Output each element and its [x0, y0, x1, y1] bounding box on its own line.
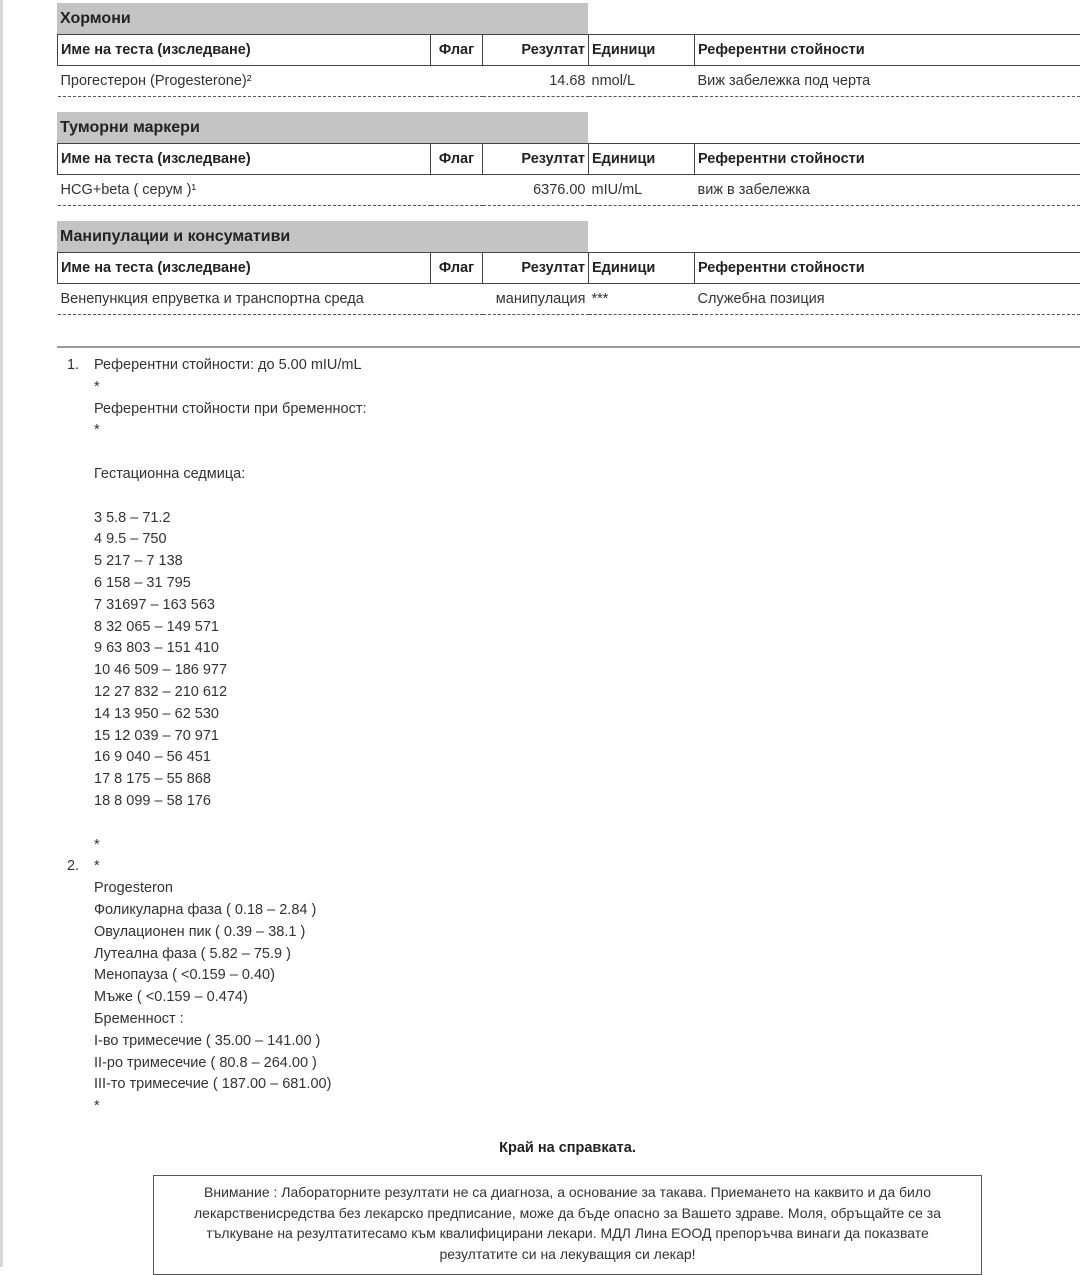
- footnote-line: [94, 486, 367, 508]
- footnote-line: 7 31697 – 163 563: [94, 595, 367, 617]
- table-row: [58, 175, 1080, 206]
- section-2: [57, 221, 1080, 315]
- units: ***: [589, 284, 695, 315]
- result: 6376.00: [483, 175, 589, 206]
- header-result: Резултат: [483, 35, 589, 66]
- header-flag: Флаг: [431, 253, 483, 284]
- footnote-line: 3 5.8 – 71.2: [94, 508, 367, 530]
- results-table: [57, 252, 1080, 315]
- footnote-line: Фоликуларна фаза ( 0.18 – 2.84 ): [94, 900, 331, 922]
- footnote-line: 4 9.5 – 750: [94, 529, 367, 551]
- footnote-2: [67, 856, 367, 1118]
- reference: виж в забележка: [695, 175, 1080, 206]
- units: mIU/mL: [589, 175, 695, 206]
- footnote-line: 16 9 040 – 56 451: [94, 747, 367, 769]
- footnote-line: Овулационен пик ( 0.39 – 38.1 ): [94, 922, 331, 944]
- section-1: [57, 112, 1080, 206]
- footnote-line: Гестационна седмица:: [94, 464, 367, 486]
- header-units: Единици: [589, 35, 695, 66]
- table-header: [58, 144, 1080, 175]
- section-0: [57, 3, 1080, 97]
- footnote-line: 18 8 099 – 58 176: [94, 791, 367, 813]
- footnote-number: 1.: [67, 355, 94, 856]
- footnote-number: 2.: [67, 856, 94, 1118]
- footnote-line: *: [94, 1096, 331, 1118]
- header-units: Единици: [589, 253, 695, 284]
- footnote-line: I-во тримесечие ( 35.00 – 141.00 ): [94, 1031, 331, 1053]
- units: nmol/L: [589, 66, 695, 97]
- footnotes: [67, 355, 367, 1118]
- page-edge: [0, 0, 3, 1267]
- footnote-line: 9 63 803 – 151 410: [94, 638, 367, 660]
- footnote-line: 12 27 832 – 210 612: [94, 682, 367, 704]
- footnote-line: Референтни стойности: до 5.00 mIU/mL: [94, 355, 367, 377]
- header-name: Име на теста (изследване): [58, 144, 431, 175]
- section-title: Туморни маркери: [57, 112, 588, 143]
- table-row: [58, 284, 1080, 315]
- footnote-1: [67, 355, 367, 856]
- footnote-line: 14 13 950 – 62 530: [94, 704, 367, 726]
- section-title: Хормони: [57, 3, 588, 34]
- header-name: Име на теста (изследване): [58, 253, 431, 284]
- footnote-line: 17 8 175 – 55 868: [94, 769, 367, 791]
- reference: Служебна позиция: [695, 284, 1080, 315]
- divider: [57, 346, 1080, 348]
- header-name: Име на теста (изследване): [58, 35, 431, 66]
- reference: Виж забележка под черта: [695, 66, 1080, 97]
- test-name: Венепункция епруветка и транспортна среда: [58, 284, 431, 315]
- header-result: Резултат: [483, 144, 589, 175]
- end-of-report: Край на справката.: [0, 1140, 1080, 1156]
- test-name: Прогестерон (Progesterone)²: [58, 66, 431, 97]
- table-header: [58, 253, 1080, 284]
- result: 14.68: [483, 66, 589, 97]
- footnote-line: *: [94, 377, 367, 399]
- header-result: Резултат: [483, 253, 589, 284]
- flag: [431, 284, 483, 315]
- footnote-line: *: [94, 856, 331, 878]
- footnote-line: II-ро тримесечие ( 80.8 – 264.00 ): [94, 1053, 331, 1075]
- result: манипулация: [483, 284, 589, 315]
- header-ref: Референтни стойности: [695, 253, 1080, 284]
- footnote-line: 10 46 509 – 186 977: [94, 660, 367, 682]
- footnote-line: Лутеална фаза ( 5.82 – 75.9 ): [94, 944, 331, 966]
- footnote-line: *: [94, 420, 367, 442]
- results-table: [57, 143, 1080, 206]
- footnote-line: [94, 442, 367, 464]
- header-ref: Референтни стойности: [695, 35, 1080, 66]
- flag: [431, 66, 483, 97]
- header-ref: Референтни стойности: [695, 144, 1080, 175]
- footnote-line: *: [94, 835, 367, 857]
- footnote-line: [94, 813, 367, 835]
- flag: [431, 175, 483, 206]
- table-header: [58, 35, 1080, 66]
- footnote-line: 8 32 065 – 149 571: [94, 617, 367, 639]
- results-table: [57, 34, 1080, 97]
- footnote-line: Менопауза ( <0.159 – 0.40): [94, 965, 331, 987]
- footnote-line: 5 217 – 7 138: [94, 551, 367, 573]
- test-name: HCG+beta ( серум )¹: [58, 175, 431, 206]
- header-flag: Флаг: [431, 144, 483, 175]
- footnote-line: 15 12 039 – 70 971: [94, 726, 367, 748]
- header-flag: Флаг: [431, 35, 483, 66]
- footnote-line: Progesteron: [94, 878, 331, 900]
- table-row: [58, 66, 1080, 97]
- footnote-line: 6 158 – 31 795: [94, 573, 367, 595]
- section-title: Манипулации и консумативи: [57, 221, 588, 252]
- footnote-line: Референтни стойности при бременност:: [94, 399, 367, 421]
- header-units: Единици: [589, 144, 695, 175]
- footnote-line: Бременност :: [94, 1009, 331, 1031]
- warning-box: Внимание : Лабораторните резултати не са диагноза, а основание за такава. Приемането на каквито и да било лекарственисредства без лекарско предписание, може да бъде опасно за Вашето здраве. Моля, обръщайте се за тълкуване на резултатитесамо към квалифицирани лекари. МДЛ Лина ЕООД препоръчва винаги да показвате резултатите си на лекуващия си лекар!: [153, 1175, 982, 1275]
- footnote-line: III-то тримесечие ( 187.00 – 681.00): [94, 1074, 331, 1096]
- footnote-line: Мъже ( <0.159 – 0.474): [94, 987, 331, 1009]
